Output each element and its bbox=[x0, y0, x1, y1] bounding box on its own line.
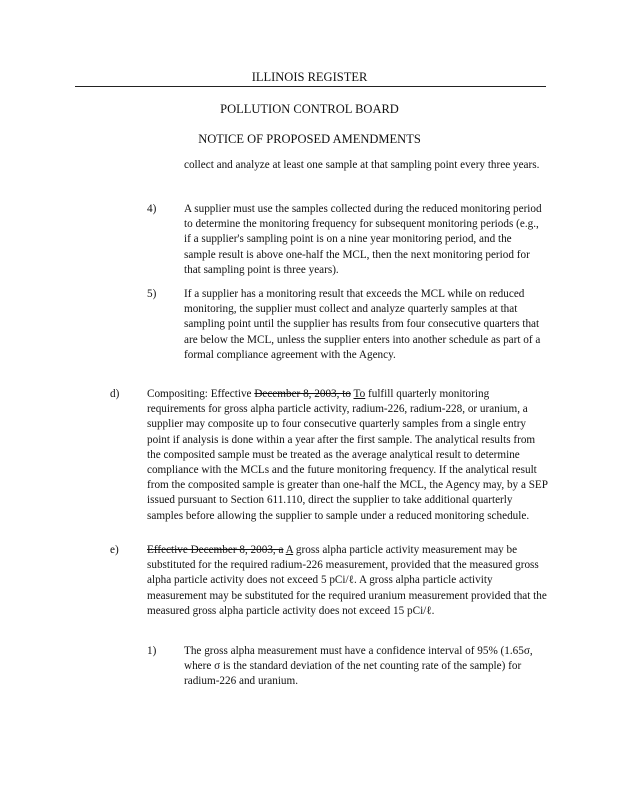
item-d-paragraph bbox=[147, 387, 549, 524]
item-5-label: 5) bbox=[147, 288, 157, 300]
item-d-rest: fulfill quarterly monitoring requirements for gross alpha particle activity, radium-226, radium-228, or uranium, a supplier may composite up to four consecutive quarterly samples from a single entry point if analysis is done within a year after the first sample. The analytical results from the composited sample must be treated as the average analytical result to determine compliance with the MCLs and the future monitoring frequency. If the analytical result from the composited sample is greater than one-half the MCL, the Agency may, by a SEP issued pursuant to Section 611.110, direct the supplier to take additional quarterly samples before allowing the supplier to sample under a reduced monitoring schedule. bbox=[147, 388, 548, 522]
item-d-label: d) bbox=[110, 388, 120, 400]
header-rule bbox=[75, 86, 546, 87]
item-e-paragraph bbox=[147, 543, 549, 619]
board-title: POLLUTION CONTROL BOARD bbox=[220, 102, 399, 116]
item-4-label: 4) bbox=[147, 203, 157, 215]
item-e1-label: 1) bbox=[147, 645, 157, 657]
item-4-paragraph: A supplier must use the samples collected during the reduced monitoring period to determine the monitoring frequency for subsequent monitoring periods (e.g., if a supplier's sampling point is on a nine year monitoring period, and the sample result is above one-half the MCL, then the next monitoring period for that sampling point is three years). bbox=[184, 203, 542, 276]
item-e-rest: gross alpha particle activity measurement may be substituted for the required radium-226 measurement, provided that the measured gross alpha particle activity does not exceed 5 pCi/ℓ. A gross alpha particle activity measurement may be substituted for the required uranium measurement provided that the measured gross alpha particle activity does not exceed 15 pCi/ℓ. bbox=[147, 544, 547, 617]
register-title: ILLINOIS REGISTER bbox=[251, 70, 368, 84]
item-e1-paragraph: The gross alpha measurement must have a confidence interval of 95% (1.65σ, where σ is the standard deviation of the net counting rate of the sample) for radium-226 and uranium. bbox=[184, 645, 533, 688]
item-5-paragraph: If a supplier has a monitoring result that exceeds the MCL while on reduced monitoring, the supplier must collect and analyze quarterly samples at that sampling point until the supplier has results from four consecutive quarters that are below the MCL, unless the supplier enters into another schedule as part of a formal compliance agreement with the Agency. bbox=[184, 288, 541, 361]
item-d-struck-text: December 8, 2003, to bbox=[254, 388, 351, 400]
item-e-label: e) bbox=[110, 544, 119, 556]
item-e-inserted-text: A bbox=[285, 544, 294, 556]
continuation-paragraph: collect and analyze at least one sample at that sampling point every three years. bbox=[184, 159, 540, 171]
item-e-struck-text: Effective December 8, 2003, a bbox=[147, 544, 284, 556]
notice-title: NOTICE OF PROPOSED AMENDMENTS bbox=[198, 132, 421, 146]
item-d-lead: Compositing: Effective bbox=[147, 388, 255, 400]
item-d-inserted-text: To bbox=[353, 388, 366, 400]
